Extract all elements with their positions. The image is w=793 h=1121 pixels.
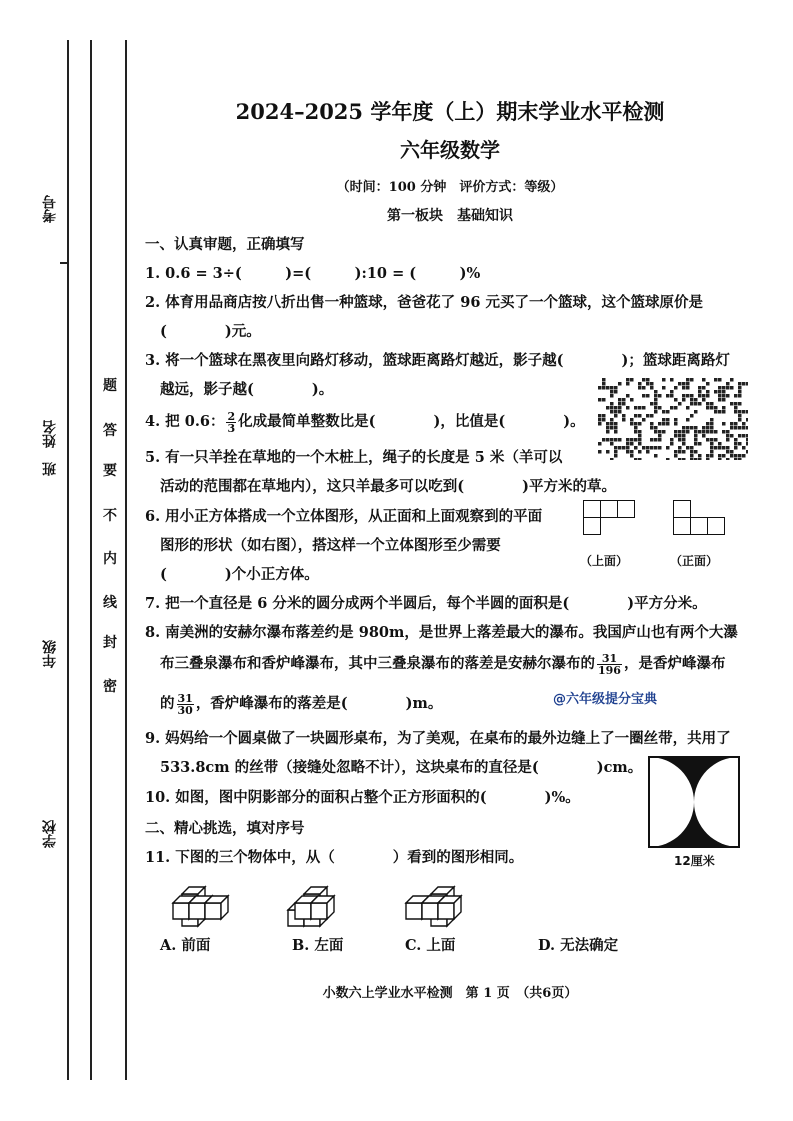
watermark-label: @六年级提分宝典 [553, 692, 658, 707]
question-2-line2: ( )元。 [160, 323, 261, 340]
question-5-line1: 5. 有一只羊拴在草地的一个木桩上，绳子的长度是 5 米（羊可以 [145, 449, 563, 466]
question-6-line1: 6. 用小正方体搭成一个立体图形，从正面和上面观察到的平面 [145, 508, 543, 525]
seal-char-7: 封 [103, 635, 117, 651]
shaded-square-figure [648, 756, 740, 848]
question-7: 7. 把一个直径是 6 分米的圆分成两个半圆后，每个半圆的面积是( )平方分米。 [145, 595, 707, 612]
seal-char-5: 内 [103, 551, 117, 567]
question-4-fraction [226, 411, 236, 434]
seal-char-4: 不 [103, 508, 117, 524]
question-3-line2: 越远，影子越( )。 [160, 381, 334, 398]
seal-char-3: 要 [103, 463, 117, 479]
cube-figure-3 [393, 866, 473, 930]
question-8-line3-prefix: 的 [160, 695, 175, 712]
option-a: A. 前面 [160, 937, 211, 954]
question-8-line2-prefix: 布三叠泉瀑布和香炉峰瀑布，其中三叠泉瀑布的落差是安赫尔瀑布的 [160, 655, 595, 672]
seal-char-8: 密 [103, 679, 117, 695]
question-3-line1: 3. 将一个篮球在黑夜里向路灯移动，篮球距离路灯越近，影子越( )；篮球距离路灯 [145, 352, 730, 369]
question-8-line2-suffix: ，是香炉峰瀑布 [623, 655, 726, 672]
class-name-label: 班 姓名 [42, 420, 58, 476]
top-view-caption: （上面） [580, 554, 629, 568]
page-title: 2024–2025 学年度（上）期末学业水平检测 [235, 99, 665, 124]
fraction-denominator: 196 [598, 663, 621, 677]
option-c: C. 上面 [405, 937, 456, 954]
seal-char-2: 答 [103, 423, 117, 439]
question-1: 1. 0.6 = 3÷( )=( ):10 = ( )% [145, 265, 481, 282]
margin-line-outer [67, 40, 69, 1080]
question-6-line3: ( )个小正方体。 [160, 566, 319, 583]
front-view-caption: （正面） [670, 554, 719, 568]
school-label: 学校 [42, 820, 58, 848]
question-6-line2: 图形的形状（如右图），搭这样一个立体图形至少需要 [160, 537, 501, 554]
page-footer: 小数六上学业水平检测 第 1 页 （共6页） [322, 986, 578, 1001]
fraction-numerator: 31 [177, 691, 193, 705]
part2-heading: 二、精心挑选，填对序号 [145, 820, 305, 837]
question-8-line1: 8. 南美洲的安赫尔瀑布落差约是 980m，是世界上落差最大的瀑布。我国庐山也有两个大瀑 [145, 624, 738, 641]
question-5-line2: 活动的范围都在草地内），这只羊最多可以吃到( )平方米的草。 [160, 478, 616, 495]
fraction-numerator: 31 [597, 653, 622, 665]
page-subtitle: 六年级数学 [400, 138, 500, 162]
seal-char-6: 线 [103, 595, 117, 611]
seal-char-1: 题 [103, 378, 117, 394]
cube-figure-2 [282, 866, 362, 930]
fraction-denominator: 30 [177, 703, 193, 717]
cube-figure-1 [160, 866, 240, 930]
exam-no-label: 考号 [42, 195, 58, 223]
question-2-line1: 2. 体育用品商店按八折出售一种篮球，爸爸花了 96 元买了一个篮球，这个篮球原价是 [145, 294, 703, 311]
exam-info: （时间：100 分钟 评价方式：等级） [336, 180, 564, 195]
exam-no-underline [60, 262, 68, 264]
fraction-numerator: 2 [227, 409, 236, 423]
question-4-suffix: 化成最简单整数比是( )，比值是( )。 [238, 413, 585, 430]
option-b: B. 左面 [292, 937, 344, 954]
question-9-line1: 9. 妈妈给一个圆桌做了一块圆形桌布，为了美观，在桌布的最外边缝上了一圈丝带，共用了 [145, 730, 731, 747]
question-10: 10. 如图，图中阴影部分的面积占整个正方形面积的( )%。 [145, 789, 580, 806]
margin-line-inner [125, 40, 127, 1080]
grade-label: 年级 [42, 640, 58, 668]
square-size-caption: 12厘米 [674, 854, 715, 868]
qr-code-image [598, 378, 748, 460]
part1-heading: 一、认真审题，正确填写 [145, 236, 305, 253]
question-8-fraction-1 [597, 653, 622, 676]
question-8-line3-suffix: ，香炉峰瀑布的落差是( )m。 [195, 695, 443, 712]
question-9-line2: 533.8cm 的丝带（接缝处忽略不计），这块桌布的直径是( )cm。 [160, 759, 643, 776]
option-d: D. 无法确定 [538, 937, 619, 954]
question-8-line3 [160, 692, 442, 716]
question-4-prefix: 4. 把 0.6： [145, 413, 225, 430]
fraction-denominator: 3 [227, 421, 236, 435]
question-11: 11. 下图的三个物体中，从（ ）看到的图形相同。 [145, 849, 524, 866]
section-title: 第一板块 基础知识 [387, 208, 513, 224]
question-8-line2 [160, 652, 725, 676]
question-4 [145, 410, 585, 434]
question-8-fraction-2 [177, 693, 194, 716]
margin-line-middle [90, 40, 92, 1080]
